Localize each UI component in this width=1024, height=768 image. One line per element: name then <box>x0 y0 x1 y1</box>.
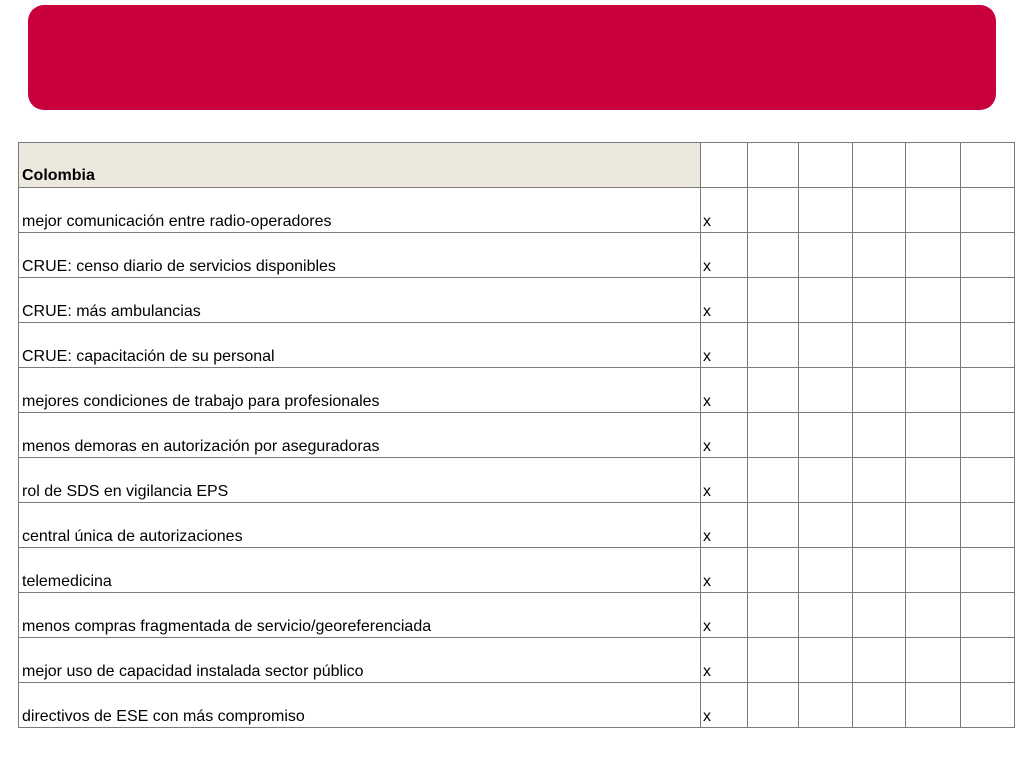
empty-cell <box>853 638 906 683</box>
header-banner <box>28 5 996 110</box>
row-label-cell <box>19 323 701 368</box>
empty-cell <box>748 503 799 548</box>
empty-cell <box>961 503 1015 548</box>
empty-cell <box>853 233 906 278</box>
row-label-cell <box>19 503 701 548</box>
row-label: CRUE: más ambulancias <box>22 303 201 320</box>
empty-cell <box>906 368 961 413</box>
table-row <box>19 368 1015 413</box>
row-label-cell <box>19 458 701 503</box>
row-label: mejor comunicación entre radio-operadores <box>22 213 332 230</box>
table-row <box>19 638 1015 683</box>
row-mark-cell <box>701 413 748 458</box>
row-mark: x <box>703 663 711 680</box>
empty-cell <box>853 458 906 503</box>
header-empty-cell <box>701 143 748 188</box>
empty-cell <box>853 593 906 638</box>
empty-cell <box>961 638 1015 683</box>
empty-cell <box>906 233 961 278</box>
empty-cell <box>853 413 906 458</box>
empty-cell <box>799 548 853 593</box>
empty-cell <box>748 368 799 413</box>
row-mark: x <box>703 708 711 725</box>
empty-cell <box>748 458 799 503</box>
header-empty-cell <box>853 143 906 188</box>
row-label: central única de autorizaciones <box>22 528 243 545</box>
empty-cell <box>906 593 961 638</box>
row-mark-cell <box>701 503 748 548</box>
empty-cell <box>906 188 961 233</box>
row-mark-cell <box>701 188 748 233</box>
empty-cell <box>799 503 853 548</box>
row-mark-cell <box>701 278 748 323</box>
row-mark-cell <box>701 233 748 278</box>
row-mark: x <box>703 573 711 590</box>
empty-cell <box>853 323 906 368</box>
empty-cell <box>853 503 906 548</box>
row-label-cell <box>19 638 701 683</box>
row-mark-cell <box>701 593 748 638</box>
table-row <box>19 413 1015 458</box>
row-mark: x <box>703 528 711 545</box>
empty-cell <box>961 278 1015 323</box>
empty-cell <box>748 593 799 638</box>
empty-cell <box>799 278 853 323</box>
row-label-cell <box>19 368 701 413</box>
empty-cell <box>853 368 906 413</box>
empty-cell <box>799 638 853 683</box>
row-mark-cell <box>701 368 748 413</box>
row-label-cell <box>19 593 701 638</box>
empty-cell <box>961 413 1015 458</box>
empty-cell <box>748 233 799 278</box>
row-mark-cell <box>701 548 748 593</box>
empty-cell <box>906 278 961 323</box>
row-mark: x <box>703 258 711 275</box>
row-label: mejor uso de capacidad instalada sector público <box>22 663 364 680</box>
row-label-cell <box>19 188 701 233</box>
empty-cell <box>799 458 853 503</box>
table-row <box>19 458 1015 503</box>
table-title: Colombia <box>22 167 95 184</box>
empty-cell <box>906 458 961 503</box>
row-label: rol de SDS en vigilancia EPS <box>22 483 229 500</box>
empty-cell <box>799 368 853 413</box>
empty-cell <box>906 638 961 683</box>
empty-cell <box>799 593 853 638</box>
empty-cell <box>748 278 799 323</box>
table-header-row <box>19 143 1015 188</box>
row-mark: x <box>703 213 711 230</box>
table-row <box>19 593 1015 638</box>
empty-cell <box>748 323 799 368</box>
header-empty-cell <box>961 143 1015 188</box>
empty-cell <box>799 683 853 728</box>
row-mark-cell <box>701 638 748 683</box>
row-label: directivos de ESE con más compromiso <box>22 708 305 725</box>
empty-cell <box>853 548 906 593</box>
row-label: menos demoras en autorización por aseguradoras <box>22 438 380 455</box>
empty-cell <box>799 188 853 233</box>
empty-cell <box>853 278 906 323</box>
empty-cell <box>961 323 1015 368</box>
empty-cell <box>748 638 799 683</box>
row-label-cell <box>19 683 701 728</box>
empty-cell <box>961 188 1015 233</box>
row-mark: x <box>703 618 711 635</box>
empty-cell <box>961 368 1015 413</box>
row-mark-cell <box>701 323 748 368</box>
table-title-cell <box>19 143 701 188</box>
table-row <box>19 323 1015 368</box>
empty-cell <box>799 413 853 458</box>
row-label-cell <box>19 413 701 458</box>
empty-cell <box>799 323 853 368</box>
empty-cell <box>961 593 1015 638</box>
row-mark-cell <box>701 458 748 503</box>
row-label-cell <box>19 278 701 323</box>
header-empty-cell <box>906 143 961 188</box>
table-row <box>19 233 1015 278</box>
empty-cell <box>906 683 961 728</box>
row-label: telemedicina <box>22 573 112 590</box>
table-row <box>19 278 1015 323</box>
row-mark: x <box>703 393 711 410</box>
header-empty-cell <box>799 143 853 188</box>
empty-cell <box>853 188 906 233</box>
empty-cell <box>906 548 961 593</box>
empty-cell <box>748 548 799 593</box>
row-mark: x <box>703 483 711 500</box>
empty-cell <box>961 548 1015 593</box>
table-row <box>19 548 1015 593</box>
row-mark: x <box>703 438 711 455</box>
colombia-table <box>18 142 1015 728</box>
row-mark: x <box>703 303 711 320</box>
empty-cell <box>906 503 961 548</box>
empty-cell <box>961 458 1015 503</box>
empty-cell <box>748 188 799 233</box>
row-label: mejores condiciones de trabajo para profesionales <box>22 393 380 410</box>
row-mark: x <box>703 348 711 365</box>
empty-cell <box>906 413 961 458</box>
row-label-cell <box>19 548 701 593</box>
empty-cell <box>748 683 799 728</box>
row-label-cell <box>19 233 701 278</box>
empty-cell <box>906 323 961 368</box>
row-mark-cell <box>701 683 748 728</box>
table-row <box>19 503 1015 548</box>
row-label: CRUE: censo diario de servicios disponibles <box>22 258 336 275</box>
row-label: CRUE: capacitación de su personal <box>22 348 275 365</box>
empty-cell <box>799 233 853 278</box>
row-label: menos compras fragmentada de servicio/georeferenciada <box>22 618 432 635</box>
table-row <box>19 188 1015 233</box>
header-empty-cell <box>748 143 799 188</box>
empty-cell <box>748 413 799 458</box>
empty-cell <box>961 683 1015 728</box>
table-row <box>19 683 1015 728</box>
empty-cell <box>853 683 906 728</box>
empty-cell <box>961 233 1015 278</box>
